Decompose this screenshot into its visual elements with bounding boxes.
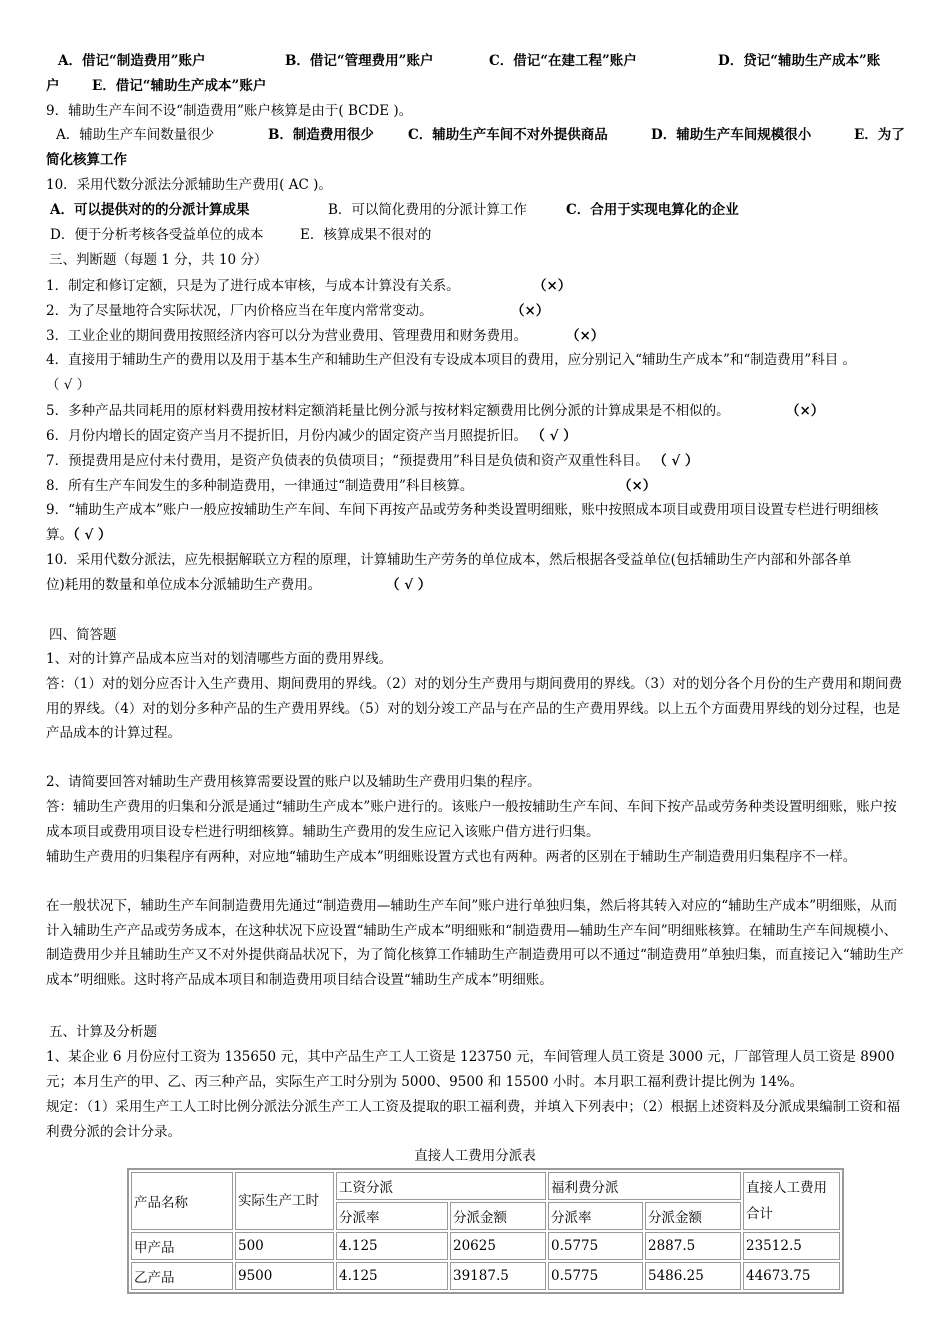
q9-option-a: A．辅助生产车间数量很少: [56, 127, 215, 143]
q10-option-a: A．可以提供对的的分派计算成果: [50, 202, 250, 218]
cell-product: 乙产品: [131, 1262, 233, 1290]
s4-answer-2-p2: 辅助生产费用的归集程序有两种，对应地“辅助生产成本”明细账设置方式也有两种。两者的区别在于辅助生产制造费用归集程序不一样。: [46, 849, 857, 865]
s4-question-1: 1、对的计算产品成本应当对的划清哪些方面的费用界线。: [46, 651, 393, 667]
labor-cost-table: [127, 1168, 844, 1294]
judgment-10-line2: [46, 574, 908, 596]
q10-question: 10．采用代数分派法分派辅助生产费用( AC )。: [46, 177, 332, 193]
q10-option-b: B．可以简化费用的分派计算工作: [328, 202, 527, 218]
q8-option-c: C．借记“在建工程”账户: [489, 53, 637, 69]
judgment-8: [46, 475, 908, 497]
header-product: 产品名称: [131, 1172, 233, 1230]
cell-wage-rate: 4.125: [336, 1232, 448, 1260]
judgment-4-mark: （ √ ）: [46, 377, 91, 393]
judgment-5-text: 5．多种产品共同耗用的原材料费用按材料定额消耗量比例分派与按材料定额费用比例分派的计算成果是不相似的。: [46, 403, 730, 419]
cell-hours: 500: [235, 1232, 334, 1260]
cell-wage-amount: 39187.5: [450, 1262, 546, 1290]
s4-answer-2-p1: 答：辅助生产费用的归集和分派是通过“辅助生产成本”账户进行的。该账户一般按辅助生产车间、车间下按产品或劳务种类设置明细账，账户按成本项目或费用项目设专栏进行明细核算。辅助生产费用的发生应记入该账户借方进行归集。: [46, 799, 897, 840]
cell-welfare-rate: 0.5775: [548, 1232, 643, 1260]
s4-question-2: 2、请简要回答对辅助生产费用核算需要设置的账户以及辅助生产费用归集的程序。: [46, 774, 541, 790]
q8-option-d-cont: 户: [46, 78, 60, 94]
q9-option-e: E．为了: [854, 127, 905, 143]
section3-title: 三、判断题（每题 1 分，共 10 分）: [49, 252, 268, 268]
cell-wage-amount: 20625: [450, 1232, 546, 1260]
cell-hours: 9500: [235, 1262, 334, 1290]
q10-option-d: D．便于分析考核各受益单位的成本: [50, 227, 264, 243]
cell-welfare-rate: 0.5775: [548, 1262, 643, 1290]
judgment-6: [46, 425, 908, 447]
judgment-9-cont: 算。: [46, 527, 73, 543]
table-header-row: [131, 1172, 840, 1200]
judgment-2-text: 2．为了尽量地符合实际状况，厂内价格应当在年度内常常变动。: [46, 303, 433, 319]
cell-welfare-amount: 5486.25: [645, 1262, 741, 1290]
q9-question: 9．辅助生产车间不设“制造费用”账户核算是由于( BCDE )。: [46, 103, 413, 119]
judgment-2-mark: （×）: [511, 303, 550, 319]
s5-requirements: 规定：（1）采用生产工人工时比例分派法分派生产工人工资及提取的职工福利费，并填入下列表中；（2）根据上述资料及分派成果编制工资和福利费分派的会计分录。: [46, 1099, 901, 1140]
judgment-1: [46, 275, 908, 297]
q8-option-e: E．借记“辅助生产成本”账户: [92, 78, 267, 94]
judgment-9-mark: （ √ ）: [73, 527, 112, 543]
judgment-3: [46, 325, 908, 347]
q8-option-d: D．贷记“辅助生产成本”账: [718, 53, 881, 69]
judgment-9-text: 9．“辅助生产成本”账户一般应按辅助生产车间、车间下再按产品或劳务种类设置明细账，账中按照成本项目或费用项目设置专栏进行明细核: [46, 502, 879, 518]
q10-option-c: C．合用于实现电算化的企业: [566, 202, 739, 218]
judgment-8-text: 8．所有生产车间发生的多种制造费用，一律通过“制造费用”科目核算。: [46, 478, 474, 494]
q8-options-line2: [46, 75, 908, 97]
judgment-5: [46, 400, 908, 422]
judgment-6-mark: （ √ ）: [531, 428, 577, 444]
judgment-7-text: 7．预提费用是应付未付费用，是资产负债表的负债项目；“预提费用”科目是负债和资产双重性科目。: [46, 453, 649, 469]
cell-welfare-amount: 2887.5: [645, 1232, 741, 1260]
judgment-1-text: 1．制定和修订定额，只是为了进行成本审核，与成本计算没有关系。: [46, 278, 460, 294]
q9-option-c: C．辅助生产车间不对外提供商品: [408, 127, 608, 143]
header-welfare: 福利费分派: [548, 1172, 741, 1200]
header-wage: 工资分派: [336, 1172, 546, 1200]
header-wage-rate: 分派率: [336, 1202, 448, 1230]
header-welfare-rate: 分派率: [548, 1202, 643, 1230]
q8-option-a: A．借记“制造费用”账户: [58, 53, 206, 69]
s4-answer-2-p3: 在一般状况下，辅助生产车间制造费用先通过“制造费用—辅助生产车间”账户进行单独归集，然后将其转入对应的“辅助生产成本”明细账，从而计入辅助生产产品或劳务成本，在这种状况下应设置“辅助生产成本”明细账和“制造费用—辅助生产车间”明细账核算。在辅助生产车间规模小、制造费用少并且辅助生产又不对外提供商品状况下，为了简化核算工作辅助生产制造费用可以不通过“制造费用”单独归集，而直接记入“辅助生产成本”明细账。这时将产品成本项目和制造费用项目结合设置“辅助生产成本”明细账。: [46, 898, 904, 988]
q9-option-d: D．辅助生产车间规模很小: [651, 127, 812, 143]
judgment-3-text: 3．工业企业的期间费用按照经济内容可以分为营业费用、管理费用和财务费用。: [46, 328, 528, 344]
judgment-8-mark: （×）: [618, 478, 657, 494]
q8-option-b: B．借记“管理费用”账户: [285, 53, 434, 69]
cell-total: 44673.75: [743, 1262, 840, 1290]
judgment-7-mark: （ √ ）: [653, 453, 699, 469]
header-hours: 实际生产工时: [235, 1172, 334, 1230]
judgment-3-mark: （×）: [566, 328, 605, 344]
table-row: [131, 1232, 840, 1260]
q9-option-b: B．制造费用很少: [268, 127, 374, 143]
judgment-10-cont: 位)耗用的数量和单位成本分派辅助生产费用。: [46, 577, 322, 593]
table-row: [131, 1262, 840, 1290]
section5-title: 五、计算及分析题: [49, 1024, 157, 1040]
s4-answer-1: 答：（1）对的划分应否计入生产费用、期间费用的界线。（2）对的划分生产费用与期间费用的界线。（3）对的划分各个月份的生产费用和期间费用的界线。（4）对的划分多种产品的生产费用界线。（5）对的划分竣工产品与在产品的生产费用界线。以上五个方面费用界线的划分过程，也是产品成本的计算过程。: [46, 676, 903, 741]
header-welfare-amount: 分派金额: [645, 1202, 741, 1230]
section4-title: 四、简答题: [49, 627, 117, 643]
q9-option-e-cont: 简化核算工作: [46, 152, 127, 168]
cell-total: 23512.5: [743, 1232, 840, 1260]
judgment-4-text: 4．直接用于辅助生产的费用以及用于基本生产和辅助生产但没有专设成本项目的费用，应分别记入“辅助生产成本”和“制造费用”科目 。: [46, 352, 856, 368]
judgment-5-mark: （×）: [786, 403, 825, 419]
judgment-2: [46, 300, 908, 322]
s5-problem-text: 1、某企业 6 月份应付工资为 135650 元，其中产品生产工人工资是 123750 元，车间管理人员工资是 3000 元，厂部管理人员工资是 8900 元；本月生产的甲、乙、丙三种产品，实际生产工时分别为 5000、9500 和 15500 小时。本月职工福利费计提比例为 14%。: [46, 1049, 895, 1090]
judgment-7: [46, 450, 908, 472]
header-total: 直接人工费用合计: [743, 1172, 840, 1230]
judgment-10-mark: （ √ ）: [386, 577, 432, 593]
judgment-9-line2: [46, 524, 908, 546]
judgment-6-text: 6．月份内增长的固定资产当月不提折旧，月份内减少的固定资产当月照提折旧。: [46, 428, 528, 444]
judgment-10-text: 10．采用代数分派法，应先根据解联立方程的原理，计算辅助生产劳务的单位成本，然后根据各受益单位(包括辅助生产内部和外部各单: [46, 552, 852, 568]
header-wage-amount: 分派金额: [450, 1202, 546, 1230]
judgment-1-mark: （×）: [533, 278, 572, 294]
q10-option-e: E．核算成果不很对的: [300, 227, 432, 243]
cell-wage-rate: 4.125: [336, 1262, 448, 1290]
table-caption: 直接人工费用分派表: [414, 1148, 536, 1164]
cell-product: 甲产品: [131, 1232, 233, 1260]
